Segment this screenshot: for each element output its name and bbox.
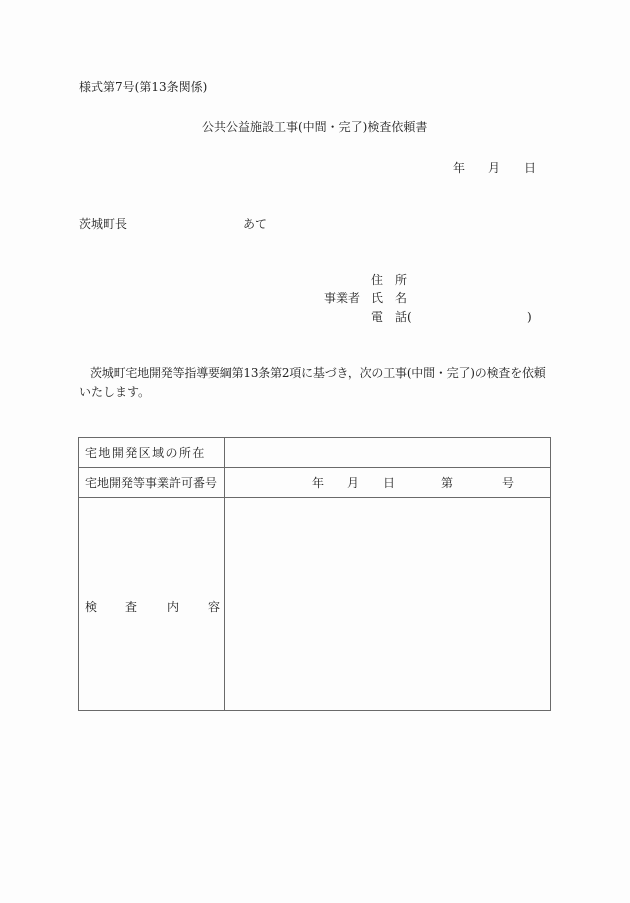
- addressee-name: 茨城町長: [79, 217, 128, 231]
- date-year: 年: [453, 161, 466, 175]
- document-title: 公共公益施設工事(中間・完了)検査依頼書: [202, 120, 428, 134]
- name-label: 氏 名: [371, 291, 408, 305]
- address-label: 住 所: [371, 273, 408, 287]
- row-divider-1: [79, 467, 550, 468]
- permit-no-suffix: 号: [502, 476, 515, 490]
- phone-close-paren: ): [527, 310, 532, 324]
- date-day: 日: [524, 161, 537, 175]
- date-month: 月: [488, 161, 501, 175]
- addressee-suffix: あて: [243, 217, 268, 231]
- permit-number-label: 宅地開発等事業許可番号: [85, 476, 218, 490]
- permit-year: 年: [312, 476, 325, 490]
- body-line-2: いたします。: [79, 385, 151, 399]
- inspection-table: 宅 地 開 発 区 域 の 所 在 宅地開発等事業許可番号 年 月 日 第 号 検 査 内 容: [78, 437, 551, 711]
- form-number: 様式第7号(第13条関係): [79, 80, 208, 94]
- location-label: 宅 地 開 発 区 域 の 所 在: [85, 446, 204, 460]
- phone-label: 電 話(: [371, 310, 412, 324]
- permit-no-prefix: 第: [441, 476, 454, 490]
- body-line-1: 茨城町宅地開発等指導要綱第13条第2項に基づき，次の工事(中間・完了)の検査を依頼: [90, 366, 546, 380]
- inspection-content-value[interactable]: [225, 498, 550, 710]
- permit-month: 月: [347, 476, 360, 490]
- location-value[interactable]: [225, 438, 550, 467]
- permit-day: 日: [383, 476, 396, 490]
- applicant-label: 事業者: [324, 291, 361, 305]
